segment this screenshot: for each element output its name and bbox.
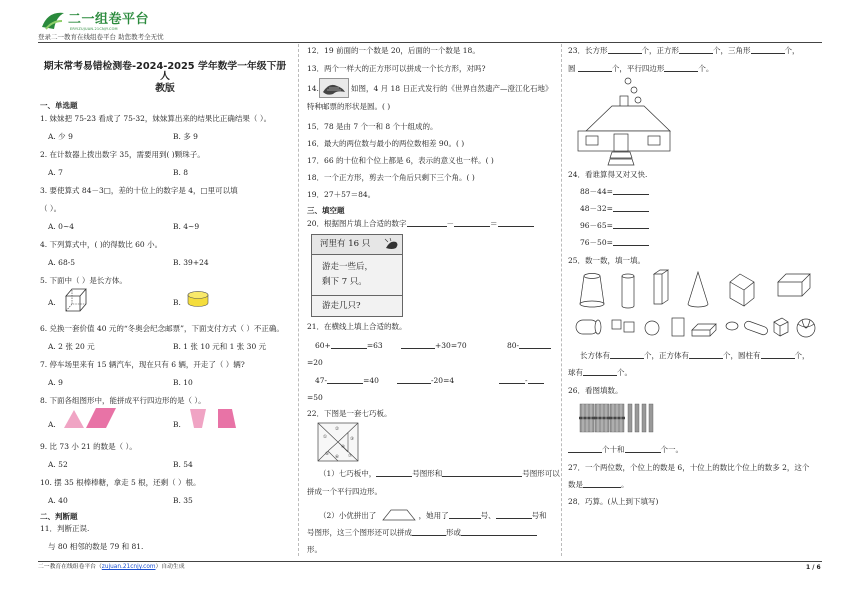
answer-blank[interactable] [613, 205, 649, 212]
q24-item-4: 76－50= [580, 238, 649, 247]
shapes-b-figure [188, 406, 238, 430]
header-divider [38, 42, 822, 43]
answer-blank[interactable] [528, 377, 544, 384]
option-a: A. 9 [48, 378, 63, 387]
brand-sub: ERYIZUJUAN.21CNJY.COM [70, 27, 118, 31]
story-line-1: 河里有 16 只 [312, 235, 402, 255]
answer-blank[interactable] [401, 342, 435, 349]
question-11: 11．判断正误. [40, 524, 90, 533]
answer-blank[interactable] [608, 47, 642, 54]
question-7: 7. 停车场里来有 15 辆汽车，现在只有 6 辆，开走了（ ）辆? [40, 360, 245, 369]
q26-answer: 个十和 个一。 [568, 445, 683, 454]
option-a: A. 0~4 [48, 222, 75, 231]
column-divider [298, 44, 299, 556]
answer-blank[interactable] [327, 377, 363, 384]
option-b: B. 10 [173, 378, 193, 387]
section-heading: 二、判断题 [40, 512, 78, 521]
story-line-4: 游走几只? [322, 301, 361, 311]
question-26: 26．看图填数。 [568, 386, 623, 395]
story-line-2: 游走一些后， [322, 262, 374, 272]
footer-text: 二一教育在线组卷平台（zujuan.21cnjy.com）自动生成 [38, 564, 185, 570]
answer-blank[interactable] [568, 446, 602, 453]
question-14-num: 14. [307, 84, 319, 93]
svg-text:②: ② [335, 427, 340, 432]
svg-text:⑥: ⑥ [335, 455, 340, 460]
q21-item-4: 47- =40 [315, 376, 379, 385]
question-20 [307, 219, 534, 228]
shapes-a-figure [62, 406, 118, 430]
q21-item-1: 60+ =63 [315, 341, 383, 350]
question-12: 12．19 前面的一个数是 20，后面的一个数是 18。 [307, 46, 480, 55]
question-17: 17．66 的十位和个位上都是 6，表示的意义也一样。( ) [307, 156, 494, 165]
question-1: 1. 妹妹把 75-23 看成了 75-32，妹妹算出来的结果比正确结果（ ）。 [40, 114, 272, 123]
answer-blank[interactable] [613, 222, 649, 229]
question-15: 15．78 是由 7 个一和 8 个十组成的。 [307, 122, 438, 131]
answer-blank[interactable] [610, 352, 644, 359]
question-20-text: 20．根据图片填上合适的数字 [307, 219, 407, 228]
q21-item-6: - [499, 376, 544, 385]
svg-text:④: ④ [341, 445, 346, 450]
question-28: 28．巧算。(从上到下填写) [568, 497, 659, 506]
answer-blank[interactable] [496, 512, 532, 519]
option-a: A. 7 [48, 168, 63, 177]
question-9: 9. 比 73 小 21 的数是（ ）。 [40, 442, 137, 451]
question-4: 4. 下列算式中，( )的得数比 60 小。 [40, 240, 163, 249]
option-a: A. 40 [48, 496, 68, 505]
option-b: B. [173, 298, 181, 307]
q21-item-2: +30=70 [401, 341, 467, 350]
svg-text:⑤: ⑤ [325, 452, 330, 457]
answer-blank[interactable] [583, 369, 617, 376]
q22-part-2-cont: 号图形，这三个图形还可以拼成 形或 [307, 528, 537, 537]
option-b: B. 4~9 [173, 222, 200, 231]
column-divider [561, 44, 562, 556]
option-b: B. 39+24 [173, 258, 209, 267]
trapezoid-icon [379, 509, 419, 521]
section-heading: 三、填空题 [307, 206, 345, 215]
answer-blank[interactable] [331, 342, 367, 349]
option-b: B. 8 [173, 168, 189, 177]
logo-icon [40, 7, 68, 33]
svg-text:⑦: ⑦ [348, 454, 353, 459]
answer-blank[interactable] [412, 529, 446, 536]
q25-line-2: 球有 个。 [568, 368, 632, 377]
solids-figure [574, 268, 818, 348]
section-heading: 一、单选题 [40, 101, 78, 110]
brand-logo [40, 7, 150, 33]
answer-blank[interactable] [625, 446, 661, 453]
question-10: 10. 摆 35 根棒棒糖，拿走 5 根，还剩（ ）根。 [40, 478, 201, 487]
svg-text:③: ③ [350, 437, 355, 442]
question-3: 3. 要使算式 84－3□，差的十位上的数字是 4，□里可以填 [40, 186, 238, 195]
question-18: 18．一个正方形，剪去一个角后只剩下三个角。( ) [307, 173, 475, 182]
q25-line-1: 长方体有 个，正方体有 个，圆柱有 个， [580, 351, 810, 360]
question-2: 2. 在计数器上拨出数字 35，需要用到( )颗珠子。 [40, 150, 205, 159]
q21-item-6-result: =50 [307, 393, 323, 402]
footer-link[interactable]: zujuan.21cnjy.com [101, 564, 156, 570]
answer-blank[interactable] [679, 47, 713, 54]
bundles-figure [578, 402, 662, 434]
question-3-blank: （ ）。 [40, 204, 62, 213]
question-13: 13．两个一样大的正方形可以拼成一个长方形，对吗? [307, 64, 486, 73]
answer-blank[interactable] [499, 377, 525, 384]
answer-blank[interactable] [751, 47, 785, 54]
tangram-figure [317, 422, 359, 462]
cuboid-figure [62, 286, 88, 314]
option-b: B. 35 [173, 496, 193, 505]
option-a: A. 52 [48, 460, 68, 469]
fish-story-figure [311, 234, 403, 317]
question-24: 24．看谁算得又对又快. [568, 170, 648, 179]
story-line-3: 剩下 7 只。 [322, 277, 367, 288]
answer-blank[interactable] [449, 512, 481, 519]
house-figure [574, 76, 676, 166]
answer-blank[interactable] [578, 65, 612, 72]
question-27: 27．一个两位数，个位上的数是 6，十位上的数比个位上的数多 2，这个 [568, 463, 810, 472]
question-8: 8. 下面各组图形中，能拼成平行四边形的是（ ）。 [40, 396, 206, 405]
q22-part-2: （2）小优拼出了 ，她用了 号、 号和 [319, 511, 547, 520]
q24-item-3: 96－65= [580, 221, 649, 230]
q21-item-5: -20=4 [397, 376, 454, 385]
answer-blank[interactable] [442, 470, 522, 477]
answer-blank[interactable] [613, 188, 649, 195]
question-14-text: 如图，4 月 18 日正式发行的《世界自然遗产—澄江化石地》 [351, 84, 553, 93]
question-22: 22．下图是一套七巧板。 [307, 409, 392, 418]
option-b: B. 1 张 10 元和 1 张 30 元 [173, 342, 267, 351]
question-25: 25．数一数，填一填。 [568, 256, 646, 265]
q22-part-1-cont: 拼成一个平行四边形。 [307, 487, 382, 496]
question-14-cont: 特种邮票的形状是圆。( ) [307, 102, 391, 111]
answer-blank[interactable] [498, 220, 534, 227]
q21-item-3-result: =20 [307, 358, 323, 367]
stamp-image [319, 78, 349, 98]
option-a: A. [48, 298, 56, 307]
question-19: 19．27＋57＝84。 [307, 190, 376, 199]
question-6: 6. 兑换一套价值 40 元的“冬奥会纪念邮票”，下面支付方式（ ）不正确。 [40, 324, 284, 333]
option-a: A. 少 9 [48, 132, 73, 141]
svg-text:①: ① [323, 435, 328, 440]
answer-blank[interactable] [689, 352, 723, 359]
answer-blank[interactable] [664, 65, 698, 72]
question-21: 21．在横线上填上合适的数。 [307, 322, 407, 331]
option-b: B. 54 [173, 460, 193, 469]
question-5: 5. 下面中（ ）是长方体。 [40, 276, 127, 285]
question-23-cont: 圆 个，平行四边形 个。 [568, 64, 714, 73]
answer-blank[interactable] [613, 239, 649, 246]
answer-blank[interactable] [761, 352, 795, 359]
question-27-cont: 数是 。 [568, 480, 629, 489]
equals-sign: ＝ [490, 219, 498, 228]
brand-name: 二一组卷平台 [68, 12, 150, 27]
shrimp-icon [384, 238, 400, 252]
option-b: B. [173, 420, 181, 429]
story-lines-2-3 [312, 256, 402, 296]
question-11-statement: 与 80 相邻的数是 79 和 81. [48, 542, 144, 551]
page-title-line2: 教版 [155, 83, 175, 94]
option-a: A. [48, 420, 56, 429]
cylinder-figure [186, 290, 210, 308]
q24-item-2: 48－32= [580, 204, 649, 213]
option-a: A. 2 张 20 元 [48, 342, 95, 351]
answer-blank[interactable] [519, 342, 551, 349]
page-title: 期末常考易错检测卷-2024-2025 学年数学一年级下册人 [43, 61, 287, 82]
question-16: 16．最大的两位数与最小的两位数相差 90。( ) [307, 139, 465, 148]
q24-item-1: 88－44= [580, 187, 649, 196]
answer-blank[interactable] [461, 529, 537, 536]
minus-sign: － [446, 219, 455, 228]
answer-blank[interactable] [397, 377, 431, 384]
answer-blank[interactable] [583, 481, 621, 488]
question-23: 23．长方形 个，正方形 个，三角形 个， [568, 46, 800, 55]
answer-blank[interactable] [454, 220, 490, 227]
answer-blank[interactable] [407, 220, 447, 227]
q22-part-2-end: 形。 [307, 545, 322, 554]
answer-blank[interactable] [376, 470, 412, 477]
page-number: 1 / 6 [806, 564, 821, 571]
q21-item-3: 80- [507, 341, 551, 350]
footer-divider [38, 561, 822, 562]
option-b: B. 多 9 [173, 132, 198, 141]
header-tagline: 登录二一教育在线组卷平台 助您教考全无忧 [38, 33, 164, 41]
option-a: A. 68-5 [48, 258, 76, 267]
q22-part-1: （1）七巧板中， 号图形和 号图形可以 [319, 469, 560, 478]
